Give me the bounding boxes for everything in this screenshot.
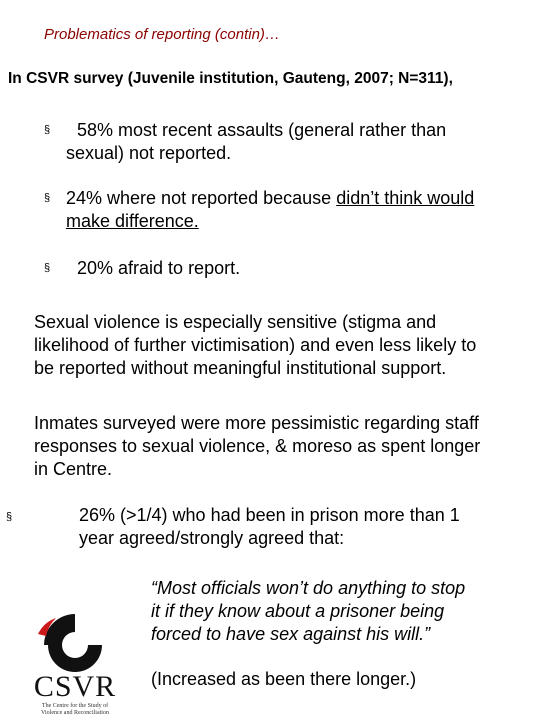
underlined-text: make difference.: [66, 211, 199, 231]
bullet-item-recent-assaults: [66, 119, 446, 165]
paragraph-line: in Centre.: [34, 459, 113, 479]
bullet-line: [66, 187, 474, 210]
logo-wordmark: CSVR: [33, 670, 117, 703]
paragraph-line: Inmates surveyed were more pessimistic regarding staff: [34, 413, 479, 433]
paragraph-line: Sexual violence is especially sensitive (stigma and: [34, 312, 437, 332]
bullet-item-afraid: 20% afraid to report.: [77, 258, 241, 278]
bullet-text: 24% where not reported because: [66, 188, 337, 208]
bullet-marker: §: [44, 124, 51, 136]
slide-title: Problematics of reporting (contin)…: [44, 26, 280, 43]
paragraph-inmates-pessimistic: [34, 412, 480, 481]
officials-quote: [151, 577, 465, 646]
increase-note: (Increased as been there longer.): [151, 669, 417, 689]
bullet-item-not-reported-reason: [66, 187, 474, 233]
paragraph-line: responses to sexual violence, & moreso as spent longer: [34, 436, 481, 456]
bullet-line: sexual) not reported.: [66, 143, 232, 163]
survey-subtitle: In CSVR survey (Juvenile institution, Gauteng, 2007; N=311),: [8, 70, 453, 87]
quote-line: “Most officials won’t do anything to stop: [151, 578, 466, 598]
bullet-marker: §: [44, 192, 51, 204]
stat-line: 26% (>1/4) who had been in prison more than 1: [79, 505, 460, 525]
bullet-line: [66, 210, 474, 233]
logo-tagline-line: The Centre for the Study of: [41, 703, 109, 709]
bullet-line: 58% most recent assaults (general rather than: [77, 120, 447, 140]
csvr-logo: [30, 612, 120, 718]
logo-tagline: [30, 703, 120, 717]
bullet-marker: §: [44, 262, 51, 274]
paragraph-sexual-violence: [34, 311, 476, 380]
csvr-ring-icon: [30, 612, 120, 672]
paragraph-line: likelihood of further victimisation) and even less likely to: [34, 335, 477, 355]
stat-26-percent: [79, 504, 460, 550]
quote-line: forced to have sex against his will.”: [151, 624, 431, 644]
stat-line: year agreed/strongly agreed that:: [79, 528, 345, 548]
underlined-text: didn’t think would: [336, 188, 475, 208]
bullet-marker: §: [6, 511, 13, 523]
logo-tagline-line: Violence and Reconciliation: [41, 710, 109, 716]
quote-line: it if they know about a prisoner being: [151, 601, 445, 621]
paragraph-line: be reported without meaningful institutional support.: [34, 358, 447, 378]
